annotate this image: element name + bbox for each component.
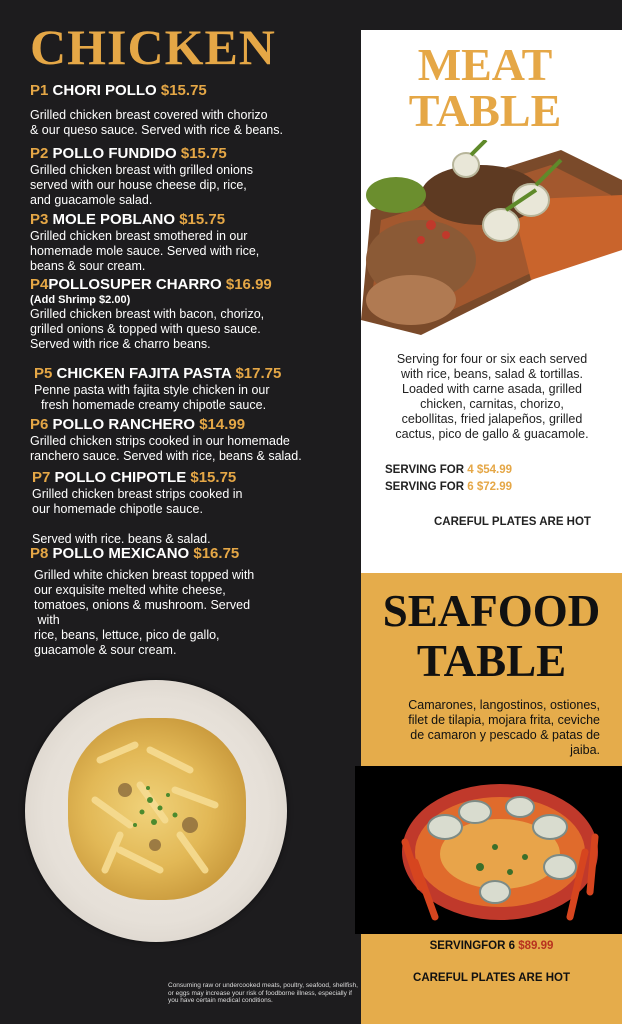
meat-platter-photo <box>361 140 622 340</box>
item-description: Grilled chicken breast with bacon, chorizo, grilled onions & topped with queso sauce. Served with rice & charro beans. <box>30 307 265 351</box>
item-price: $17.75 <box>235 365 282 382</box>
item-description: Grilled white chicken breast topped with our exquisite melted white cheese, tomatoes, onions & mushroom. Served with rice, beans, lettuce, pico de gallo, guacamole & sour cream. <box>34 568 255 657</box>
meat-serving-4: SERVING FOR 4 $54.99 <box>385 464 512 476</box>
item-name: POLLO RANCHERO <box>52 416 196 433</box>
health-disclaimer: Consuming raw or undercooked meats, poultry, seafood, shellfish, or eggs may increase your risk of foodborne illness, especially if you have certain medical conditions. <box>168 982 358 1004</box>
item-price: $15.75 <box>179 211 226 228</box>
menu-item-p6[interactable] <box>30 416 330 464</box>
seafood-table-description: Camarones, langostinos, ostiones, filet de tilapia, mojara frita, ceviche de camaron y pescado & patas de jaiba. <box>408 698 600 757</box>
item-code: P5 <box>34 365 53 382</box>
item-code: P3 <box>30 211 49 228</box>
item-name: MOLE POBLANO <box>52 211 176 228</box>
item-name: POLLO CHIPOTLE <box>54 469 187 486</box>
item-code: P6 <box>30 416 49 433</box>
menu-item-p7[interactable] <box>32 469 332 547</box>
item-description: Grilled chicken breast smothered in our homemade mole sauce. Served with rice, beans & sour cream. <box>30 229 260 273</box>
item-name: CHORI POLLO <box>52 82 157 99</box>
item-code: P4 <box>30 276 49 293</box>
item-description: Grilled chicken breast with grilled onions served with our house cheese dip, rice, and guacamole salad. <box>30 163 254 207</box>
item-description: Grilled chicken strips cooked in our homemade ranchero sauce. Served with rice, beans & salad. <box>30 434 302 463</box>
seafood-table-title: SEAFOOD TABLE <box>382 586 601 686</box>
seafood-platter-photo <box>400 772 605 927</box>
item-code: P2 <box>30 145 49 162</box>
chicken-section-title: CHICKEN <box>30 19 276 75</box>
meat-table-title: MEAT TABLE <box>408 39 562 136</box>
item-name: CHICKEN FAJITA PASTA <box>56 365 232 382</box>
seafood-serving-6: SERVINGFOR 6 $89.99 <box>429 940 554 952</box>
item-price: $15.75 <box>190 469 237 486</box>
item-description: Grilled chicken breast covered with chorizo & our queso sauce. Served with rice & beans. <box>30 108 283 137</box>
pasta-garnish-icon <box>80 730 235 890</box>
seafood-careful-notice: CAREFUL PLATES ARE HOT <box>413 972 570 984</box>
meat-serving-6: SERVING FOR 6 $72.99 <box>385 481 512 493</box>
item-code: P1 <box>30 82 49 99</box>
item-price: $15.75 <box>160 82 207 99</box>
menu-item-p1[interactable] <box>30 82 330 138</box>
item-code: P8 <box>30 545 49 562</box>
meat-table-description: Serving for four or six each served with rice, beans, salad & tortillas. Loaded with carne asada, grilled chicken, carnitas, chorizo, cebollitas, fried jalapeños, grilled cactus, pico de gallo & guacamole. <box>395 352 589 441</box>
item-name: POLLOSUPER CHARRO <box>48 276 222 293</box>
item-name: POLLO MEXICANO <box>52 545 190 562</box>
item-addon-note: (Add Shrimp $2.00) <box>30 294 131 306</box>
item-description: Penne pasta with fajita style chicken in our fresh homemade creamy chipotle sauce. <box>34 383 270 412</box>
menu-item-p8[interactable] <box>30 545 330 658</box>
menu-item-p2[interactable] <box>30 145 330 208</box>
item-price: $14.99 <box>199 416 246 433</box>
item-description: Grilled chicken breast strips cooked in our homemade chipotle sauce. Served with rice. beans & salad. <box>32 487 243 546</box>
item-code: P7 <box>32 469 51 486</box>
item-price: $16.99 <box>225 276 272 293</box>
menu-item-p4[interactable] <box>30 276 330 352</box>
meat-careful-notice: CAREFUL PLATES ARE HOT <box>434 516 591 528</box>
menu-item-p5[interactable] <box>34 365 334 413</box>
item-price: $16.75 <box>193 545 240 562</box>
item-name: POLLO FUNDIDO <box>52 145 177 162</box>
item-price: $15.75 <box>180 145 227 162</box>
menu-item-p3[interactable] <box>30 211 330 274</box>
